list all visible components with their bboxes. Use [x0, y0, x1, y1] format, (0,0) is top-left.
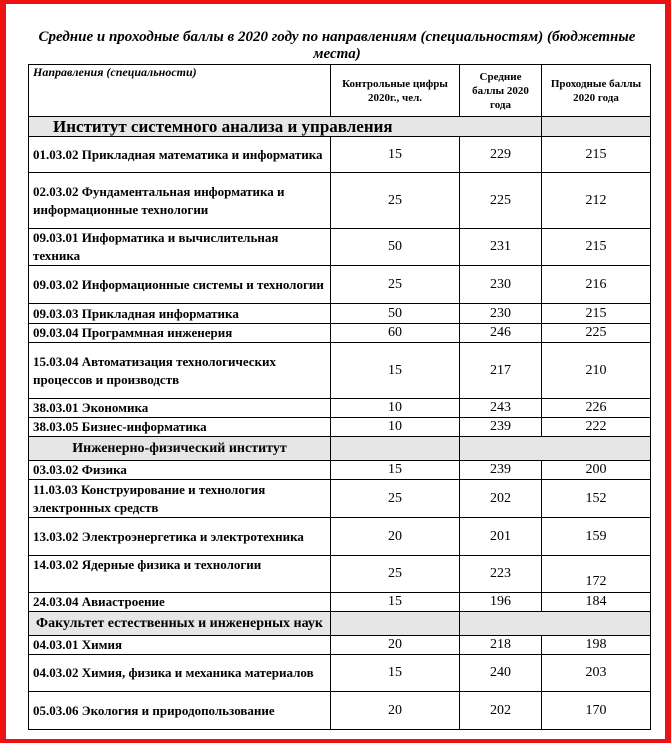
table-row	[29, 266, 651, 304]
section-header-row	[29, 612, 651, 636]
direction-name: 02.03.02 Фундаментальная информатика и информационные технологии	[29, 173, 331, 229]
avg-score: 230	[460, 266, 542, 304]
avg-score: 231	[460, 229, 542, 266]
avg-score: 196	[460, 593, 542, 612]
direction-name: 09.03.02 Информационные системы и технологии	[29, 266, 331, 304]
table-row	[29, 418, 651, 437]
table-row	[29, 655, 651, 692]
direction-name: 24.03.04 Авиастроение	[29, 593, 331, 612]
quota-value: 25	[331, 556, 460, 593]
direction-name: 01.03.02 Прикладная математика и информатика	[29, 137, 331, 173]
section-spacer-cell	[542, 117, 651, 137]
section-spacer-cell	[460, 612, 651, 636]
admission-scores-table	[28, 64, 651, 730]
avg-score: 239	[460, 418, 542, 437]
pass-score: 215	[542, 304, 651, 324]
table-row	[29, 324, 651, 343]
avg-score: 217	[460, 343, 542, 399]
section-header-row	[29, 437, 651, 461]
pass-score: 210	[542, 343, 651, 399]
direction-name: 14.03.02 Ядерные физика и технологии	[29, 556, 331, 593]
avg-score: 229	[460, 137, 542, 173]
direction-name: 04.03.02 Химия, физика и механика материалов	[29, 655, 331, 692]
quota-value: 25	[331, 173, 460, 229]
direction-name: 09.03.03 Прикладная информатика	[29, 304, 331, 324]
pass-score: 203	[542, 655, 651, 692]
table-row	[29, 636, 651, 655]
pass-score: 215	[542, 137, 651, 173]
section-header-row	[29, 117, 651, 137]
quota-value: 50	[331, 229, 460, 266]
table-row	[29, 229, 651, 266]
table-row	[29, 480, 651, 518]
quota-value: 10	[331, 418, 460, 437]
section-title: Инженерно-физический институт	[29, 437, 331, 461]
table-row	[29, 137, 651, 173]
table-row	[29, 304, 651, 324]
section-spacer-cell	[331, 612, 460, 636]
pass-score: 225	[542, 324, 651, 343]
avg-score: 225	[460, 173, 542, 229]
table-header-row	[29, 65, 651, 117]
pass-score: 226	[542, 399, 651, 418]
pass-score: 216	[542, 266, 651, 304]
direction-name: 05.03.06 Экология и природопользование	[29, 692, 331, 730]
avg-score: 239	[460, 461, 542, 480]
direction-name: 11.03.03 Конструирование и технология электронных средств	[29, 480, 331, 518]
quota-value: 15	[331, 461, 460, 480]
quota-value: 60	[331, 324, 460, 343]
table-row	[29, 461, 651, 480]
pass-score: 222	[542, 418, 651, 437]
quota-value: 20	[331, 518, 460, 556]
table-row	[29, 593, 651, 612]
pass-score: 215	[542, 229, 651, 266]
table-row	[29, 518, 651, 556]
pass-score: 170	[542, 692, 651, 730]
table-row	[29, 692, 651, 730]
admission-scores-table-wrapper	[28, 64, 650, 730]
column-header-avg: Средние баллы 2020 года	[460, 65, 542, 117]
pass-score: 184	[542, 593, 651, 612]
table-row	[29, 343, 651, 399]
pass-score: 172	[542, 556, 651, 593]
quota-value: 15	[331, 655, 460, 692]
avg-score: 240	[460, 655, 542, 692]
avg-score: 246	[460, 324, 542, 343]
avg-score: 218	[460, 636, 542, 655]
avg-score: 223	[460, 556, 542, 593]
quota-value: 15	[331, 343, 460, 399]
avg-score: 202	[460, 480, 542, 518]
avg-score: 230	[460, 304, 542, 324]
pass-score: 152	[542, 480, 651, 518]
direction-name: 38.03.01 Экономика	[29, 399, 331, 418]
pass-score: 200	[542, 461, 651, 480]
quota-value: 15	[331, 593, 460, 612]
quota-value: 50	[331, 304, 460, 324]
section-title: Факультет естественных и инженерных наук	[29, 612, 331, 636]
table-row	[29, 173, 651, 229]
direction-name: 09.03.04 Программная инженерия	[29, 324, 331, 343]
quota-value: 25	[331, 480, 460, 518]
column-header-pass: Проходные баллы 2020 года	[542, 65, 651, 117]
quota-value: 10	[331, 399, 460, 418]
table-row	[29, 556, 651, 593]
page-title: Средние и проходные баллы в 2020 году по направлениям (специальностям) (бюджетные места)	[38, 29, 636, 62]
pass-score: 212	[542, 173, 651, 229]
avg-score: 201	[460, 518, 542, 556]
section-spacer-cell	[460, 437, 651, 461]
avg-score: 202	[460, 692, 542, 730]
avg-score: 243	[460, 399, 542, 418]
direction-name: 13.03.02 Электроэнергетика и электротехника	[29, 518, 331, 556]
column-header-direction: Направления (специальности)	[29, 65, 331, 117]
quota-value: 20	[331, 692, 460, 730]
pass-score: 159	[542, 518, 651, 556]
direction-name: 15.03.04 Автоматизация технологических процессов и производств	[29, 343, 331, 399]
direction-name: 09.03.01 Информатика и вычислительная техника	[29, 229, 331, 266]
quota-value: 25	[331, 266, 460, 304]
section-spacer-cell	[331, 437, 460, 461]
table-row	[29, 399, 651, 418]
section-title: Институт системного анализа и управления	[29, 117, 542, 137]
column-header-quota: Контрольные цифры 2020г., чел.	[331, 65, 460, 117]
pass-score: 198	[542, 636, 651, 655]
direction-name: 38.03.05 Бизнес-информатика	[29, 418, 331, 437]
direction-name: 03.03.02 Физика	[29, 461, 331, 480]
direction-name: 04.03.01 Химия	[29, 636, 331, 655]
quota-value: 15	[331, 137, 460, 173]
quota-value: 20	[331, 636, 460, 655]
